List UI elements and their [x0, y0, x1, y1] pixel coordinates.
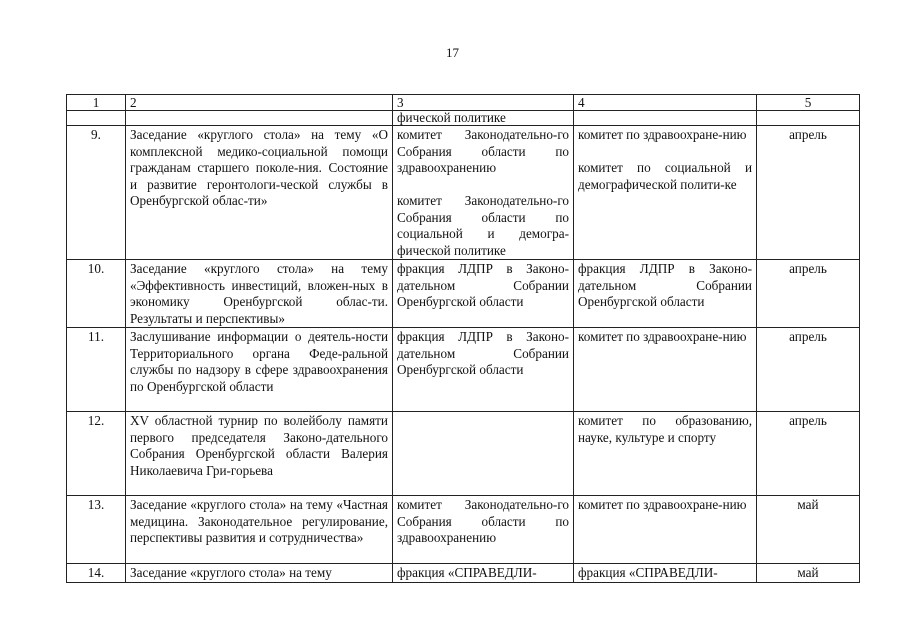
cell-event	[126, 111, 393, 126]
coexecutor-cell: фракция «СПРАВЕДЛИ-	[574, 564, 757, 583]
row-number: 10.	[67, 260, 126, 328]
coexecutor-cell: комитет по здравоохране-нию	[574, 496, 757, 564]
event-plan-table	[66, 94, 860, 583]
responsible-cell	[393, 126, 574, 260]
responsible-cell	[393, 412, 574, 496]
coexecutor-cell	[574, 126, 757, 260]
coexecutor-cell: комитет по здравоохране-нию	[574, 328, 757, 412]
spacer	[578, 144, 752, 161]
header-col-5: 5	[757, 95, 860, 111]
responsible-text: комитет Законодательно-го Собрания области по здравоохранению	[397, 127, 569, 175]
event-description: Заседание «круглого стола» на тему «Эффективность инвестиций, вложен-ных в экономику Оренбургской облас-ти. Результаты и перспективы»	[126, 260, 393, 328]
month-cell: май	[757, 496, 860, 564]
header-col-3: 3	[393, 95, 574, 111]
table-row	[67, 496, 860, 564]
table-header-row	[67, 95, 860, 111]
coexecutor-text: комитет по социальной и демографической полити-ке	[578, 160, 752, 192]
table-row	[67, 328, 860, 412]
header-col-4: 4	[574, 95, 757, 111]
event-description: Заседание «круглого стола» на тему «О комплексной медико-социальной помощи гражданам старшего поколе-ния. Состояние и развитие геронтологи-ческой службы в Оренбургской облас-ти»	[126, 126, 393, 260]
responsible-text: комитет Законодательно-го Собрания области по социальной и демогра-фической политике	[397, 193, 569, 258]
event-description: Заседание «круглого стола» на тему	[126, 564, 393, 583]
row-number: 13.	[67, 496, 126, 564]
row-number: 9.	[67, 126, 126, 260]
cell-num	[67, 111, 126, 126]
month-cell: апрель	[757, 328, 860, 412]
event-description: Заседание «круглого стола» на тему «Частная медицина. Законодательное регулирование, перспективы развития и сотрудничества»	[126, 496, 393, 564]
row-number: 11.	[67, 328, 126, 412]
continuation-row	[67, 111, 860, 126]
header-col-1: 1	[67, 95, 126, 111]
responsible-cell: комитет Законодательно-го Собрания области по здравоохранению	[393, 496, 574, 564]
table-row	[67, 126, 860, 260]
row-number: 12.	[67, 412, 126, 496]
table-row	[67, 412, 860, 496]
month-cell: апрель	[757, 412, 860, 496]
event-description: XV областной турнир по волейболу памяти первого председателя Законо-дательного Собрания Оренбургской области Валерия Николаевича Гри-горьева	[126, 412, 393, 496]
cell-responsible: фической политике	[393, 111, 574, 126]
responsible-cell: фракция ЛДПР в Законо-дательном Собрании Оренбургской области	[393, 328, 574, 412]
responsible-cell: фракция ЛДПР в Законо-дательном Собрании Оренбургской области	[393, 260, 574, 328]
row-number: 14.	[67, 564, 126, 583]
table-row	[67, 260, 860, 328]
spacer	[397, 177, 569, 194]
header-col-2: 2	[126, 95, 393, 111]
cell-month	[757, 111, 860, 126]
coexecutor-text: комитет по здравоохране-нию	[578, 127, 747, 142]
coexecutor-cell: фракция ЛДПР в Законо-дательном Собрании Оренбургской области	[574, 260, 757, 328]
cell-coexecutor	[574, 111, 757, 126]
month-cell: май	[757, 564, 860, 583]
coexecutor-cell: комитет по образованию, науке, культуре и спорту	[574, 412, 757, 496]
event-description: Заслушивание информации о деятель-ности Территориального органа Феде-ральной службы по надзору в сфере здравоохранения по Оренбургской области	[126, 328, 393, 412]
month-cell: апрель	[757, 126, 860, 260]
page-number: 17	[446, 45, 459, 60]
table-row	[67, 564, 860, 583]
responsible-cell: фракция «СПРАВЕДЛИ-	[393, 564, 574, 583]
month-cell: апрель	[757, 260, 860, 328]
